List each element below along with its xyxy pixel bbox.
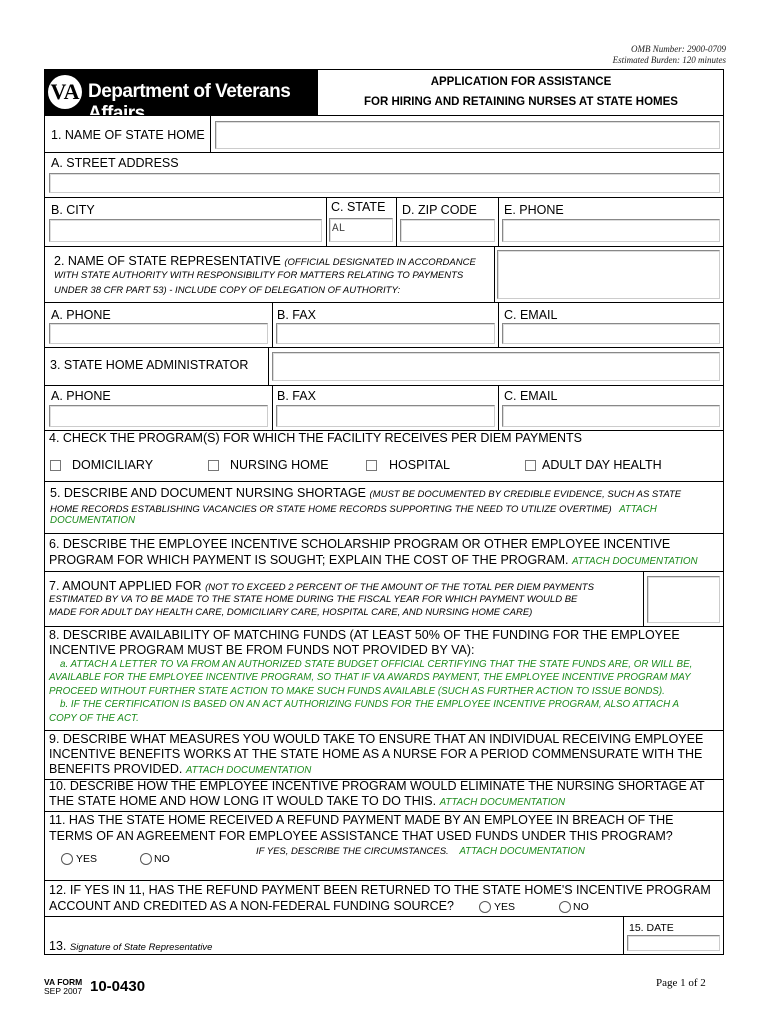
- returned-yes-label: YES: [494, 901, 516, 913]
- admin-fax-field[interactable]: [276, 405, 495, 427]
- rep-label-text: 2. NAME OF STATE REPRESENTATIVE: [54, 254, 281, 268]
- returned-line2: ACCOUNT AND CREDITED AS A NON-FEDERAL FUNDING SOURCE?: [49, 899, 454, 913]
- shortage-documentation: DOCUMENTATION: [50, 515, 136, 526]
- amount-label-text: 7. AMOUNT APPLIED FOR: [49, 579, 202, 593]
- divider: [326, 198, 327, 247]
- admin-email-field[interactable]: [502, 405, 720, 427]
- city-field[interactable]: [49, 219, 322, 242]
- phone-field[interactable]: [502, 219, 720, 242]
- adult-day-health-checkbox[interactable]: [525, 460, 536, 471]
- page-number: Page 1 of 2: [656, 977, 706, 989]
- form-title-line2: FOR HIRING AND RETAINING NURSES AT STATE HOMES: [364, 96, 678, 108]
- refund-if-yes: IF YES, DESCRIBE THE CIRCUMSTANCES.: [256, 846, 449, 857]
- date-label: 15. DATE: [629, 922, 674, 934]
- eliminate-attach: ATTACH DOCUMENTATION: [439, 797, 566, 808]
- matching-b1: b. IF THE CERTIFICATION IS BASED ON AN ACT AUTHORIZING FUNDS FOR THE EMPLOYEE INCENTIVE PROGRAM, ALSO ATTACH A: [60, 699, 680, 710]
- state-home-name-label: 1. NAME OF STATE HOME: [51, 128, 205, 142]
- divider: [272, 386, 273, 431]
- matching-b2: COPY OF THE ACT.: [49, 713, 139, 724]
- rep-fax-field[interactable]: [276, 323, 495, 344]
- domiciliary-label: DOMICILIARY: [72, 458, 154, 472]
- rep-fax-label: B. FAX: [277, 308, 316, 322]
- footer-form-number: 10-0430: [90, 978, 146, 995]
- footer-va-form-text: VA FORM: [44, 977, 83, 987]
- domiciliary-checkbox[interactable]: [50, 460, 61, 471]
- signature-label: Signature of State Representative: [69, 942, 213, 953]
- footer-date: SEP 2007: [44, 986, 83, 996]
- rep-phone-label: A. PHONE: [51, 308, 111, 322]
- amount-label: [49, 579, 594, 593]
- matching-line2: INCENTIVE PROGRAM MUST BE FROM FUNDS NOT PROVIDED BY VA):: [49, 643, 475, 657]
- divider: [210, 116, 211, 153]
- matching-a2: AVAILABLE FOR THE EMPLOYEE INCENTIVE PROGRAM, SO THAT IF VA AWARDS PAYMENT, THE EMPLOYEE INCENTIVE PROGRAM MAY: [49, 672, 691, 683]
- refund-no-label: NO: [154, 853, 170, 865]
- nursing-home-label: NURSING HOME: [230, 458, 329, 472]
- refund-line1: 11. HAS THE STATE HOME RECEIVED A REFUND PAYMENT MADE BY AN EMPLOYEE IN BREACH OF THE: [49, 813, 674, 827]
- rep-name-field[interactable]: [497, 250, 720, 299]
- shortage-attach: ATTACH: [619, 504, 657, 515]
- form-title-line1: APPLICATION FOR ASSISTANCE: [430, 76, 612, 88]
- returned-line1: 12. IF YES IN 11, HAS THE REFUND PAYMENT BEEN RETURNED TO THE STATE HOME'S INCENTIVE PROGRAM: [49, 883, 711, 897]
- hospital-checkbox[interactable]: [366, 460, 377, 471]
- rep-note-2: WITH STATE AUTHORITY WITH RESPONSIBILITY FOR MATTERS RELATING TO PAYMENTS: [54, 270, 464, 281]
- programs-label: 4. CHECK THE PROGRAM(S) FOR WHICH THE FACILITY RECEIVES PER DIEM PAYMENTS: [49, 431, 582, 445]
- refund-yes-label: YES: [76, 853, 98, 865]
- adult-day-health-label: ADULT DAY HEALTH: [542, 458, 662, 472]
- matching-a1: a. ATTACH A LETTER TO VA FROM AN AUTHORIZED STATE BUDGET OFFICIAL CERTIFYING THAT THE STATE FUNDS ARE, OR WILL BE,: [60, 659, 693, 670]
- rep-note-3: UNDER 38 CFR PART 53) - INCLUDE COPY OF DELEGATION OF AUTHORITY:: [54, 285, 401, 296]
- signature-label-wrap: [49, 939, 212, 953]
- divider: [498, 198, 499, 247]
- eliminate-line2: THE STATE HOME AND HOW LONG IT WOULD TAKE TO DO THIS.: [49, 794, 437, 808]
- measures-line1: 9. DESCRIBE WHAT MEASURES YOU WOULD TAKE TO ENSURE THAT AN INDIVIDUAL RECEIVING EMPLOYEE: [49, 732, 704, 746]
- returned-yes-radio[interactable]: [479, 901, 491, 913]
- header-row: [44, 69, 724, 116]
- eliminate-line2-wrap: [49, 794, 565, 808]
- agency-name: Department of Veterans Affairs: [88, 81, 291, 124]
- admin-phone-field[interactable]: [49, 405, 268, 427]
- program-line2: PROGRAM FOR WHICH PAYMENT IS SOUGHT; EXPLAIN THE COST OF THE PROGRAM.: [49, 553, 569, 567]
- matching-line1: 8. DESCRIBE AVAILABILITY OF MATCHING FUNDS (AT LEAST 50% OF THE FUNDING FOR THE EMPLOYEE: [49, 628, 680, 642]
- measures-line2: INCENTIVE BENEFITS WORKS AT THE STATE HOME AS A NURSE FOR A PERIOD COMMENSURATE WITH THE: [49, 747, 703, 761]
- refund-attach: ATTACH DOCUMENTATION: [459, 846, 585, 857]
- rep-email-field[interactable]: [502, 323, 720, 344]
- zip-field[interactable]: [400, 219, 495, 242]
- program-line2-wrap: [49, 553, 698, 567]
- admin-phone-label: A. PHONE: [51, 389, 111, 403]
- state-label: C. STATE: [331, 200, 386, 214]
- va-seal-icon: VA: [48, 75, 82, 109]
- program-attach: ATTACH DOCUMENTATION: [572, 556, 698, 567]
- shortage-label: [50, 486, 681, 500]
- shortage-label-text: 5. DESCRIBE AND DOCUMENT NURSING SHORTAGE: [50, 486, 367, 500]
- admin-fax-label: B. FAX: [277, 389, 316, 403]
- nursing-home-checkbox[interactable]: [208, 460, 219, 471]
- phone-label: E. PHONE: [504, 203, 564, 217]
- street-address-field[interactable]: [49, 173, 720, 193]
- estimated-burden: Estimated Burden: 120 minutes: [612, 55, 726, 65]
- divider: [643, 572, 644, 627]
- signature-number: 13.: [49, 939, 67, 953]
- refund-line2: TERMS OF AN AGREEMENT FOR EMPLOYEE ASSISTANCE THAT USED FUNDS UNDER THIS PROGRAM?: [49, 829, 673, 843]
- rep-email-label: C. EMAIL: [504, 308, 558, 322]
- omb-number: OMB Number: 2900-0709: [631, 44, 726, 54]
- divider: [268, 348, 269, 386]
- city-label: B. CITY: [51, 203, 95, 217]
- footer-form-label: [44, 978, 82, 996]
- amount-note-2: ESTIMATED BY VA TO BE MADE TO THE STATE HOME DURING THE FISCAL YEAR FOR WHICH PAYMENT WOULD BE: [49, 594, 578, 605]
- shortage-note-line2: [50, 501, 657, 515]
- rep-phone-field[interactable]: [49, 323, 268, 344]
- divider: [498, 386, 499, 431]
- amount-field[interactable]: [647, 576, 720, 623]
- matching-a3: PROCEED WITHOUT FURTHER STATE ACTION TO MAKE SUCH FUNDS AVAILABLE (SUCH AS FURTHER ACTION TO ISSUE BONDS).: [49, 686, 665, 697]
- divider: [494, 247, 495, 303]
- administrator-label: 3. STATE HOME ADMINISTRATOR: [50, 358, 249, 372]
- eliminate-line1: 10. DESCRIBE HOW THE EMPLOYEE INCENTIVE PROGRAM WOULD ELIMINATE THE NURSING SHORTAGE AT: [49, 779, 705, 793]
- refund-no-radio[interactable]: [140, 853, 152, 865]
- rep-label: [54, 254, 476, 268]
- rep-note-1: (OFFICIAL DESIGNATED IN ACCORDANCE: [284, 257, 476, 268]
- shortage-note-2: HOME RECORDS ESTABLISHING VACANCIES OR STATE HOME RECORDS SUPPORTING THE NEED TO UTILIZE OVERTIME): [50, 504, 612, 515]
- street-address-label: A. STREET ADDRESS: [51, 156, 179, 170]
- state-field[interactable]: [329, 218, 393, 242]
- measures-line3: BENEFITS PROVIDED.: [49, 762, 183, 776]
- divider: [498, 303, 499, 348]
- amount-note-1: (NOT TO EXCEED 2 PERCENT OF THE AMOUNT OF THE TOTAL PER DIEM PAYMENTS: [205, 582, 594, 593]
- returned-no-radio[interactable]: [559, 901, 571, 913]
- admin-email-label: C. EMAIL: [504, 389, 558, 403]
- zip-label: D. ZIP CODE: [402, 203, 477, 217]
- shortage-note-1: (MUST BE DOCUMENTED BY CREDIBLE EVIDENCE, SUCH AS STATE: [369, 489, 682, 500]
- omb-info: [613, 44, 726, 66]
- refund-if-yes-wrap: [256, 846, 585, 857]
- hospital-label: HOSPITAL: [389, 458, 450, 472]
- divider: [272, 303, 273, 348]
- program-line1: 6. DESCRIBE THE EMPLOYEE INCENTIVE SCHOLARSHIP PROGRAM OR OTHER EMPLOYEE INCENTIVE: [49, 537, 671, 551]
- refund-yes-radio[interactable]: [61, 853, 73, 865]
- date-field[interactable]: [627, 935, 720, 951]
- measures-attach: ATTACH DOCUMENTATION: [185, 765, 312, 776]
- divider: [396, 198, 397, 247]
- state-home-name-field[interactable]: [215, 121, 720, 149]
- divider: [623, 917, 624, 955]
- state-value: AL: [332, 223, 346, 235]
- amount-note-3: MADE FOR ADULT DAY HEALTH CARE, DOMICILIARY CARE, HOSPITAL CARE, AND NURSING HOME CARE): [49, 607, 533, 618]
- measures-line3-wrap: [49, 762, 311, 776]
- returned-no-label: NO: [573, 901, 589, 913]
- administrator-field[interactable]: [272, 352, 720, 381]
